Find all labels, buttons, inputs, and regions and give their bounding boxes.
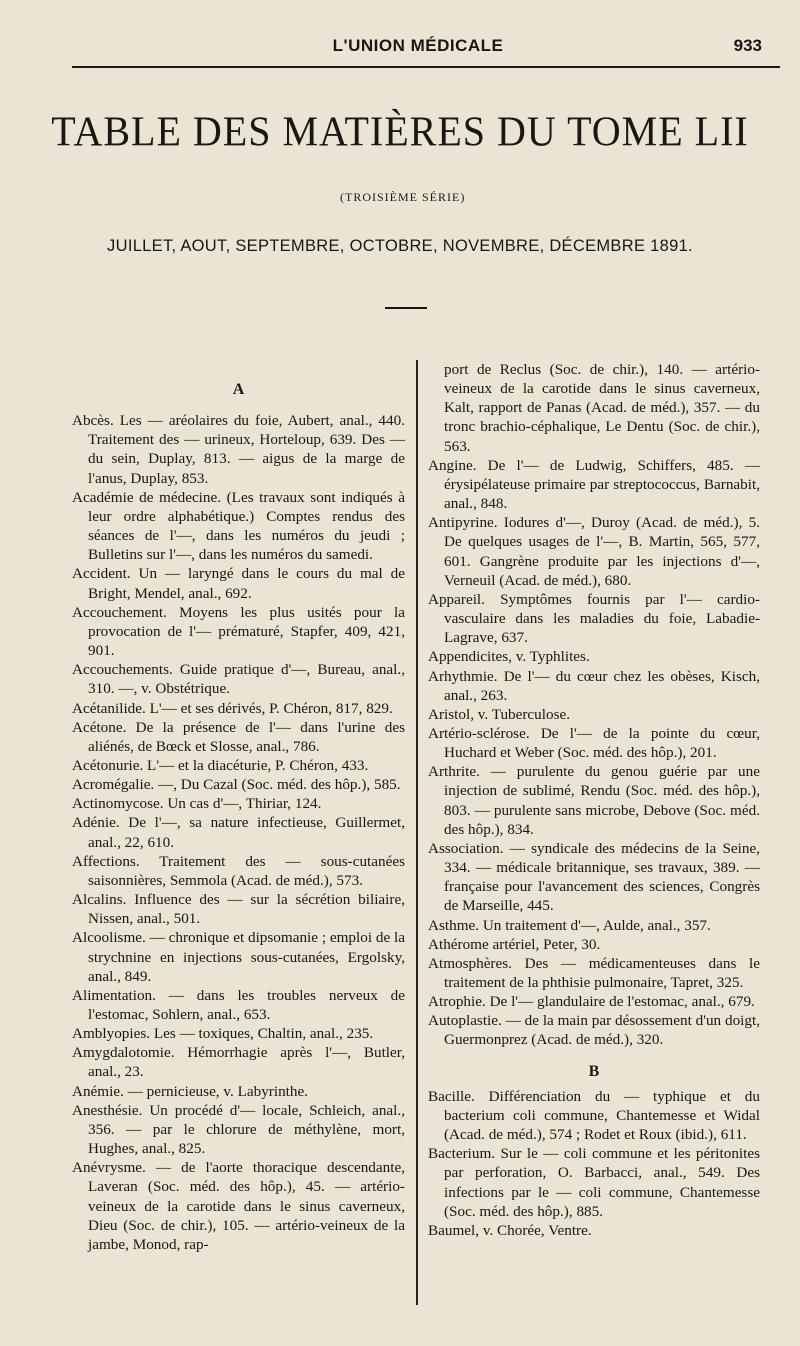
index-entry: Appendicites, v. Typhlites. [428, 648, 590, 666]
index-entry: Anesthésie. Un procédé d'— locale, Schleich, anal., 356. — par le chlorure de méthylène, mort, Hughes, anal., 825. [72, 1101, 405, 1158]
index-entry: Baumel, v. Chorée, Ventre. [428, 1221, 592, 1239]
running-head [72, 30, 764, 66]
index-entry: Acétone. De la présence de l'— dans l'urine des aliénés, de Bœck et Slosse, anal., 786. [72, 718, 405, 755]
index-entry: Acétanilide. L'— et ses dérivés, P. Chéron, 817, 829. [72, 699, 393, 717]
section-letter-a: A [232, 381, 245, 398]
index-entry: Alcalins. Influence des — sur la sécrétion biliaire, Nissen, anal., 501. [72, 891, 405, 928]
index-entry-continuation: port de Reclus (Soc. de chir.), 140. — artério-veineux de la carotide dans le sinus caverneux, Kalt, rapport de Panas (Acad. de méd.), 357. — du tronc brachio-céphalique, Le Dentu (Soc. de chir.), 563. [444, 361, 760, 455]
index-entry: Abcès. Les — aréolaires du foie, Aubert, anal., 440. Traitement des — urineux, Horteloup, 639. Des — du sein, Duplay, 813. — aigus de la marge de l'anus, Duplay, 853. [72, 412, 405, 487]
index-entry: Arhythmie. De l'— du cœur chez les obèses, Kisch, anal., 263. [428, 667, 760, 704]
index-entry: Angine. De l'— de Ludwig, Schiffers, 485. — érysipélateuse primaire par streptococcus, Barnabit, anal., 848. [428, 456, 760, 513]
index-entry: Asthme. Un traitement d'—, Aulde, anal., 357. [428, 916, 711, 934]
index-entry: Affections. Traitement des — sous-cutanées saisonnières, Semmola (Acad. de méd.), 573. [72, 852, 405, 889]
series-label: (TROISIÈME SÉRIE) [340, 190, 466, 204]
header-rule [72, 66, 780, 68]
index-entry: Appareil. Symptômes fournis par l'— cardio-vasculaire dans les maladies du foie, Labadie-Lagrave, 637. [428, 590, 760, 647]
index-entry: Amygdalotomie. Hémorrhagie après l'—, Butler, anal., 23. [72, 1044, 405, 1081]
index-entry: Accouchements. Guide pratique d'—, Bureau, anal., 310. —, v. Obstétrique. [72, 661, 405, 698]
index-entry: Atmosphères. Des — médicamenteuses dans le traitement de la phthisie pulmonaire, Tapret, 325. [428, 954, 760, 991]
index-entry: Atrophie. De l'— glandulaire de l'estomac, anal., 679. [428, 993, 755, 1011]
right-column [428, 360, 760, 1240]
column-divider [416, 360, 418, 1305]
index-entry: Alcoolisme. — chronique et dipsomanie ; emploi de la strychnine en injections sous-cutanées, Ergolsky, anal., 849. [72, 929, 405, 985]
index-entry: Alimentation. — dans les troubles nerveux de l'estomac, Sohlern, anal., 653. [72, 986, 405, 1023]
page-number: 933 [733, 36, 762, 55]
index-entry: Aristol, v. Tuberculose. [428, 705, 571, 723]
index-entry: Association. — syndicale des médecins de la Seine, 334. — médicale britannique, ses travaux, 389. — française pour l'avancement des sciences, Congrès de Marseille, 445. [428, 839, 760, 915]
index-entry: Artério-sclérose. De l'— de la pointe du cœur, Huchard et Weber (Soc. méd. des hôp.), 201. [428, 724, 760, 762]
index-entry: Acétonurie. L'— et la diacéturie, P. Chéron, 433. [72, 756, 369, 774]
index-entry: Antipyrine. Iodures d'—, Duroy (Acad. de méd.), 5. De quelques usages de l'—, B. Martin, 565, 577, 601. Gangrène produite par les injections d'—, Verneuil (Acad. de méd.), 680. [428, 514, 760, 589]
index-entry: Arthrite. — purulente du genou guérie par une injection de sublimé, Rendu (Soc. méd. des hôp.), 803. — purulente sans microbe, Debove (Soc. méd. des hôp.), 834. [428, 763, 760, 838]
index-entry: Acromégalie. —, Du Cazal (Soc. méd. des hôp.), 585. [72, 776, 401, 794]
index-entry: Autoplastie. — de la main par désossement d'un doigt, Guermonprez (Acad. de méd.), 320. [428, 1012, 760, 1049]
index-entry: Anémie. — pernicieuse, v. Labyrinthe. [72, 1082, 309, 1100]
index-entry: Anévrysme. — de l'aorte thoracique descendante, Laveran (Soc. méd. des hôp.), 45. — artério-veineux de la carotide dans le sinus caverneux, Dieu (Soc. de chir.), 105. — artério-veineux de la jambe, Monod, rap- [72, 1159, 405, 1253]
index-entry: Bacille. Différenciation du — typhique et du bacterium coli commune, Chantemesse et Widal (Acad. de méd.), 574 ; Rodet et Roux (ibid.), 611. [428, 1087, 760, 1144]
index-entry: Amblyopies. Les — toxiques, Chaltin, anal., 235. [72, 1025, 374, 1043]
index-entry: Actinomycose. Un cas d'—, Thiriar, 124. [72, 795, 322, 813]
left-column [72, 362, 405, 1254]
index-entry: Adénie. De l'—, sa nature infectieuse, Guillermet, anal., 22, 610. [72, 814, 405, 851]
period-label: JUILLET, AOUT, SEPTEMBRE, OCTOBRE, NOVEMBRE, DÉCEMBRE 1891. [107, 237, 693, 255]
section-letter-b: B [588, 1062, 600, 1080]
index-entry: Athérome artériel, Peter, 30. [428, 935, 601, 953]
separator-rule [385, 307, 427, 309]
index-entry: Académie de médecine. (Les travaux sont indiqués à leur ordre alphabétique.) Comptes rendus des séances de l'—, dans les numéros du jeudi ; Bulletins sur l'—, dans les numéros du samedi. [72, 488, 405, 564]
journal-title: L'UNION MÉDICALE [332, 36, 504, 55]
index-entry: Accouchement. Moyens les plus usités pour la provocation de l'— prématuré, Stapfer, 409, 421, 901. [72, 603, 405, 660]
page-title: TABLE DES MATIÈRES DU TOME LII [51, 107, 749, 156]
index-entry: Accident. Un — laryngé dans le cours du mal de Bright, Mendel, anal., 692. [72, 565, 405, 602]
index-entry: Bacterium. Sur le — coli commune et les péritonites par perforation, O. Barbacci, anal., 549. Des infections par le — coli commune, Chantemesse (Soc. méd. des hôp.), 885. [428, 1145, 760, 1220]
